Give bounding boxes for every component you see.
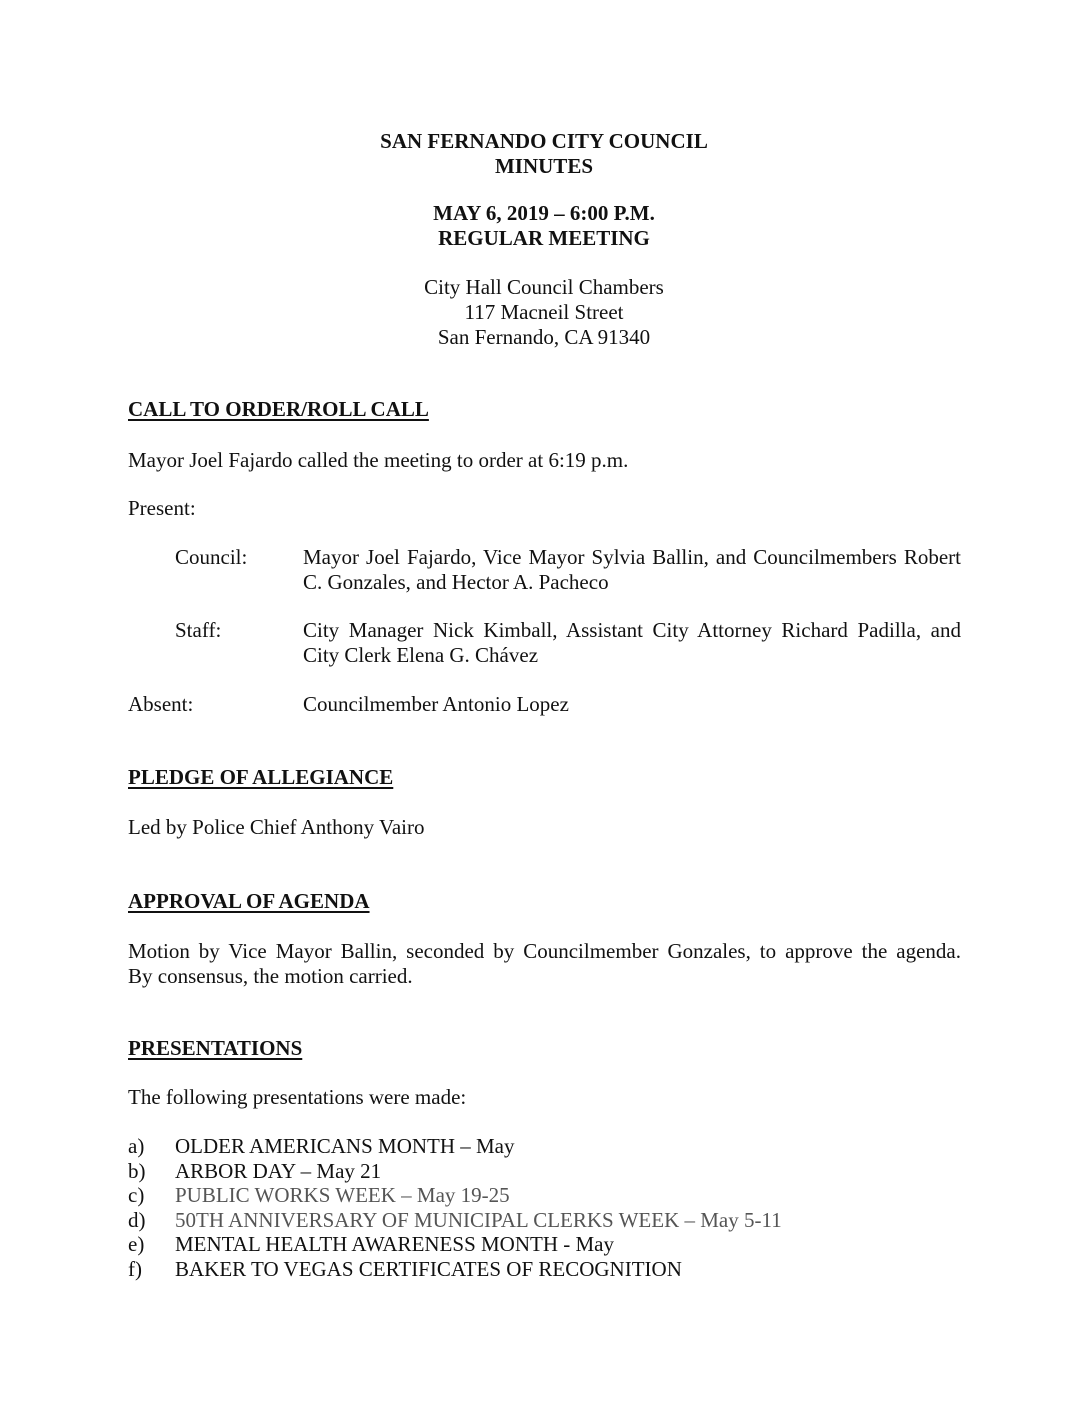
- staff-label: Staff:: [175, 618, 222, 642]
- list-item-text: OLDER AMERICANS MONTH – May: [175, 1134, 515, 1158]
- list-marker: f): [128, 1256, 142, 1281]
- agenda-motion-line-1: Motion by Vice Mayor Ballin, seconded by Councilmember Gonzales, to approve the agenda.: [128, 939, 961, 963]
- meeting-type: REGULAR MEETING: [438, 226, 650, 250]
- list-item-text: PUBLIC WORKS WEEK – May 19-25: [175, 1183, 510, 1207]
- meeting-date: MAY 6, 2019 – 6:00 P.M.: [433, 201, 655, 225]
- section-heading-presentations: PRESENTATIONS: [128, 1036, 303, 1060]
- list-marker: a): [128, 1134, 145, 1158]
- staff-members-line-1: City Manager Nick Kimball, Assistant City Attorney Richard Padilla, and: [303, 618, 961, 642]
- address-line-3: San Fernando, CA 91340: [437, 325, 651, 349]
- council-members: [303, 545, 961, 595]
- list-item-text: BAKER TO VEGAS CERTIFICATES OF RECOGNITION: [175, 1256, 682, 1281]
- call-to-order-text: Mayor Joel Fajardo called the meeting to order at 6:19 p.m.: [128, 448, 629, 472]
- list-marker: d): [128, 1207, 146, 1232]
- staff-members-line-2: City Clerk Elena G. Chávez: [303, 643, 539, 667]
- document-title: [0, 129, 1088, 179]
- absent-members: Councilmember Antonio Lopez: [303, 692, 569, 716]
- council-members-line-1: Mayor Joel Fajardo, Vice Mayor Sylvia Ballin, and Councilmembers Robert: [303, 545, 961, 569]
- meeting-address: [0, 275, 1088, 350]
- list-item-text: ARBOR DAY – May 21: [175, 1158, 382, 1183]
- list-marker: e): [128, 1232, 145, 1256]
- presentations-intro: The following presentations were made:: [128, 1085, 467, 1109]
- address-line-1: City Hall Council Chambers: [424, 275, 664, 299]
- list-item-text: 50TH ANNIVERSARY OF MUNICIPAL CLERKS WEEK – May 5-11: [175, 1207, 782, 1232]
- section-heading-pledge: PLEDGE OF ALLEGIANCE: [128, 765, 394, 789]
- list-item-text: MENTAL HEALTH AWARENESS MONTH - May: [175, 1232, 614, 1256]
- council-label: Council:: [175, 545, 248, 569]
- section-heading-agenda: APPROVAL OF AGENDA: [128, 889, 370, 913]
- list-marker: c): [128, 1183, 145, 1207]
- address-line-2: 117 Macneil Street: [464, 300, 624, 324]
- present-label: Present:: [128, 496, 196, 520]
- council-name: SAN FERNANDO CITY COUNCIL: [380, 129, 708, 153]
- absent-label: Absent:: [128, 692, 194, 716]
- list-marker: b): [128, 1158, 146, 1183]
- pledge-text: Led by Police Chief Anthony Vairo: [128, 815, 425, 839]
- agenda-motion: [128, 939, 961, 989]
- meeting-info: [0, 201, 1088, 251]
- section-heading-call-to-order: CALL TO ORDER/ROLL CALL: [128, 397, 429, 421]
- agenda-motion-line-2: By consensus, the motion carried.: [128, 964, 413, 988]
- council-members-line-2: C. Gonzales, and Hector A. Pacheco: [303, 570, 609, 594]
- document-type: MINUTES: [494, 154, 594, 178]
- staff-members: [303, 618, 961, 668]
